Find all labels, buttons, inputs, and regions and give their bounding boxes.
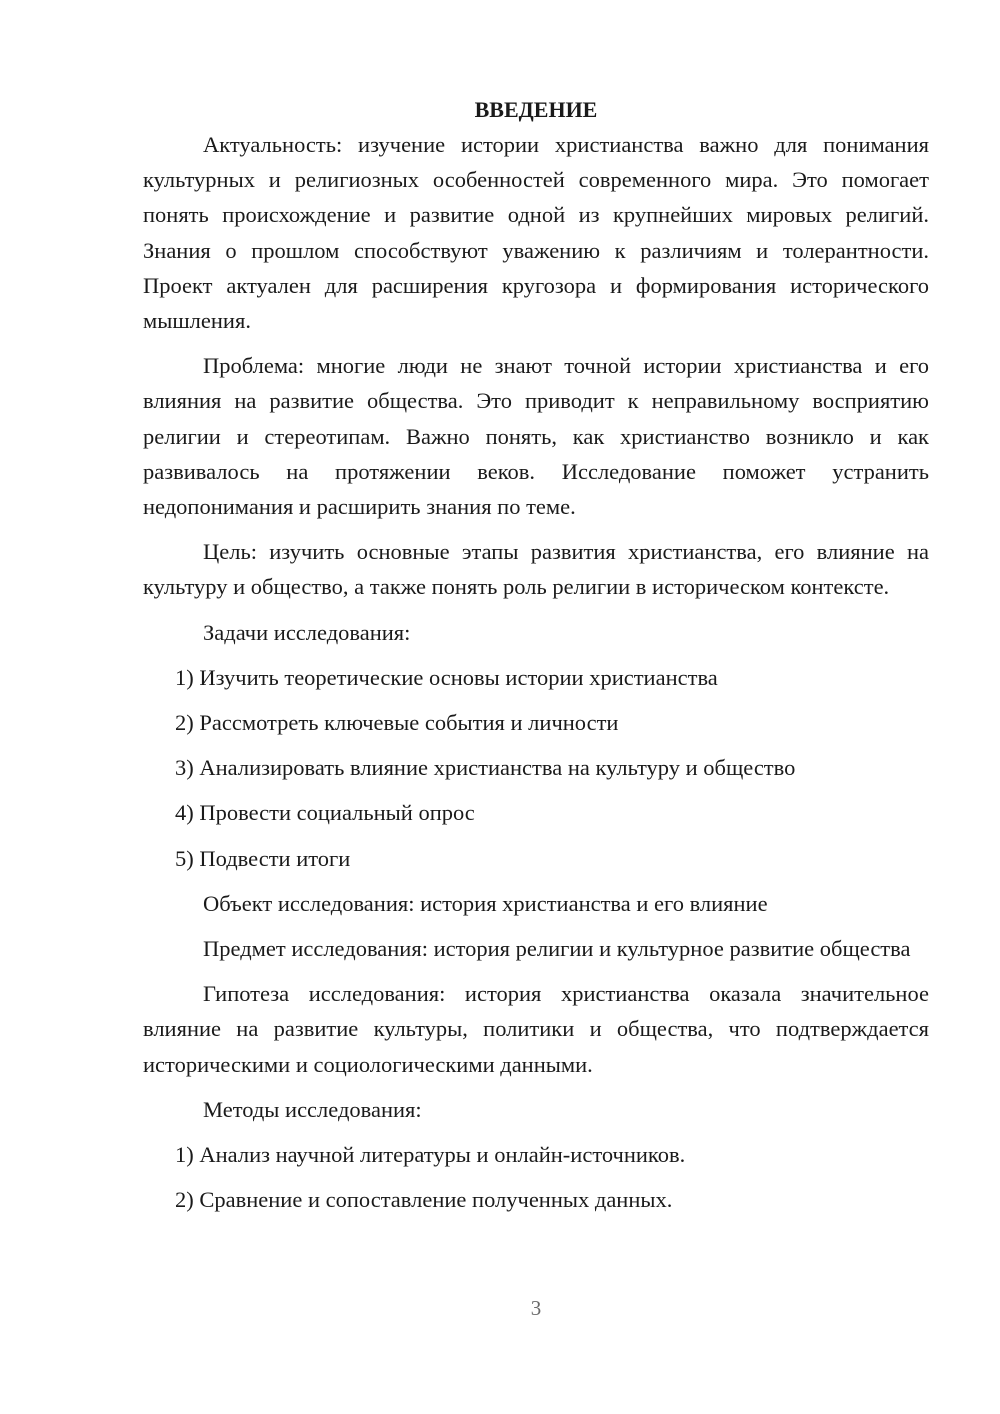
relevance-paragraph: Актуальность: изучение истории христианства важно для понимания культурных и религиозных особенностей современного мира. Это помогает понять происхождение и развитие одной из крупнейших мировых религий. Знания о прошлом способствуют уважению к различиям и толерантности. Проект актуален для расширения кругозора и формирования исторического мышления. <box>143 132 929 334</box>
list-item: 2) Рассмотреть ключевые события и личности <box>175 710 619 736</box>
list-item: 5) Подвести итоги <box>175 845 351 871</box>
page-number: 3 <box>530 1296 542 1320</box>
hypothesis-paragraph: Гипотеза исследования: история христианства оказала значительное влияние на развитие культуры, политики и общества, что подтверждается историческими и социологическими данными. <box>143 981 929 1077</box>
list-item: 4) Провести социальный опрос <box>175 800 475 826</box>
list-item: 2) Сравнение и сопоставление полученных данных. <box>175 1187 673 1213</box>
section-heading: ВВЕДЕНИЕ <box>474 97 598 122</box>
tasks-list <box>143 660 929 876</box>
methods-list <box>143 1137 929 1217</box>
subject-paragraph: Предмет исследования: история религии и культурное развитие общества <box>203 936 911 962</box>
list-item: 1) Изучить теоретические основы истории христианства <box>175 664 718 690</box>
problem-paragraph: Проблема: многие люди не знают точной истории христианства и его влияния на развитие общества. Это приводит к неправильному восприятию религии и стереотипам. Важно понять, как христианство возникло и как развивалось на протяжении веков. Исследование поможет устранить недопонимания и расширить знания по теме. <box>143 353 929 520</box>
document-page <box>143 92 929 1227</box>
list-item: 1) Анализ научной литературы и онлайн-источников. <box>175 1142 686 1168</box>
object-paragraph: Объект исследования: история христианства и его влияние <box>203 890 768 916</box>
tasks-title: Задачи исследования: <box>203 619 411 645</box>
goal-paragraph: Цель: изучить основные этапы развития христианства, его влияние на культуру и общество, а также понять роль религии в историческом контексте. <box>143 539 929 600</box>
list-item: 3) Анализировать влияние христианства на культуру и общество <box>175 755 796 781</box>
methods-title: Методы исследования: <box>203 1096 422 1122</box>
